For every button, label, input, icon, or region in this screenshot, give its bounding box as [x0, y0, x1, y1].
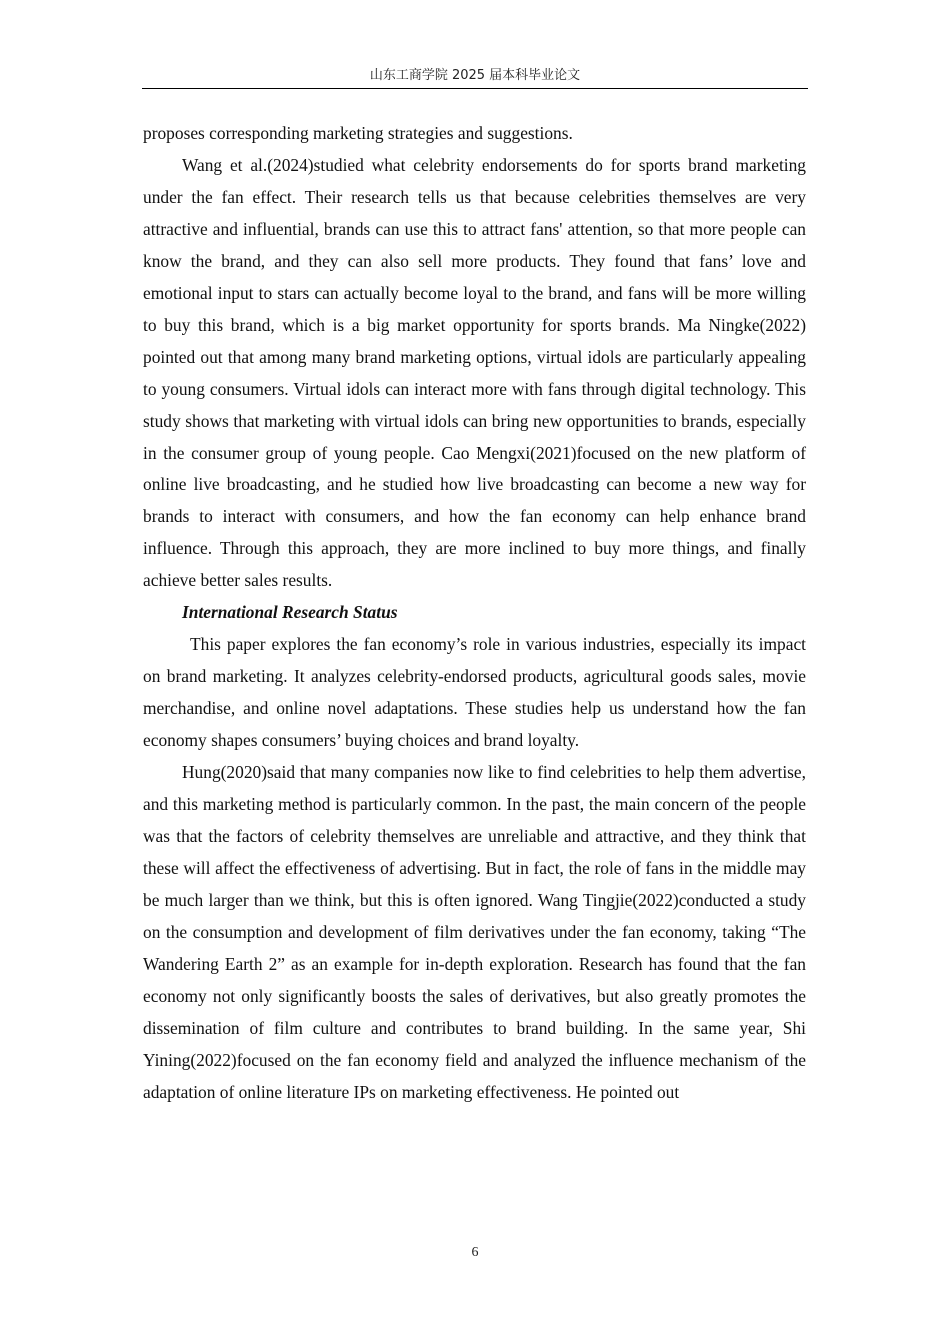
paragraph-international-studies: Hung(2020)said that many companies now like to find celebrities to help them advertise, and this marketing method is particularly common. In the past, the main concern of the people was that the factors of celebrity themselves are unreliable and attractive, and they think that these will affect the effectiveness of advertising. But in fact, the role of fans in the middle may be much larger than we think, but this is often ignored. Wang Tingjie(2022)conducted a study on the consumption and development of film derivatives under the fan economy, taking “The Wandering Earth 2” as an example for in-depth exploration. Research has found that the fan economy not only significantly boosts the sales of derivatives, but also greatly promotes the dissemination of film culture and contributes to brand building. In the same year, Shi Yining(2022)focused on the fan economy field and analyzed the influence mechanism of the adaptation of online literature IPs on marketing effectiveness. He pointed out [143, 762, 806, 1102]
paragraph-international-overview: This paper explores the fan economy’s role in various industries, especially its impact on brand marketing. It analyzes celebrity-endorsed products, agricultural goods sales, movie merchandise, and online novel adaptations. These studies help us understand how the fan economy shapes consumers’ buying choices and brand loyalty. [143, 634, 806, 751]
header-title: 山东工商学院 2025 届本科毕业论文 [369, 68, 581, 83]
paragraph-continuation: proposes corresponding marketing strategies and suggestions. [143, 123, 573, 143]
page-number: 6 [471, 1245, 479, 1260]
page-header [142, 66, 808, 89]
main-text [143, 118, 806, 1109]
paragraph-domestic-studies: Wang et al.(2024)studied what celebrity endorsements do for sports brand marketing under the fan effect. Their research tells us that because celebrities themselves are very attractive and influential, brands can use this to attract fans' attention, so that more people can know the brand, and they can also sell more products. They found that fans’ love and emotional input to stars can actually become loyal to the brand, and fans will be more willing to buy this brand, which is a big market opportunity for sports brands. Ma Ningke(2022) pointed out that among many brand marketing options, virtual idols are particularly appealing to young consumers. Virtual idols can interact more with fans through digital technology. This study shows that marketing with virtual idols can bring new opportunities to brands, especially in the consumer group of young people. Cao Mengxi(2021)focused on the new platform of online live broadcasting, and he studied how live broadcasting can become a new way for brands to interact with consumers, and how the fan economy can help enhance brand influence. Through this approach, they are more inclined to buy more things, and finally achieve better sales results. [143, 154, 806, 591]
section-subheading: International Research Status [182, 602, 398, 623]
